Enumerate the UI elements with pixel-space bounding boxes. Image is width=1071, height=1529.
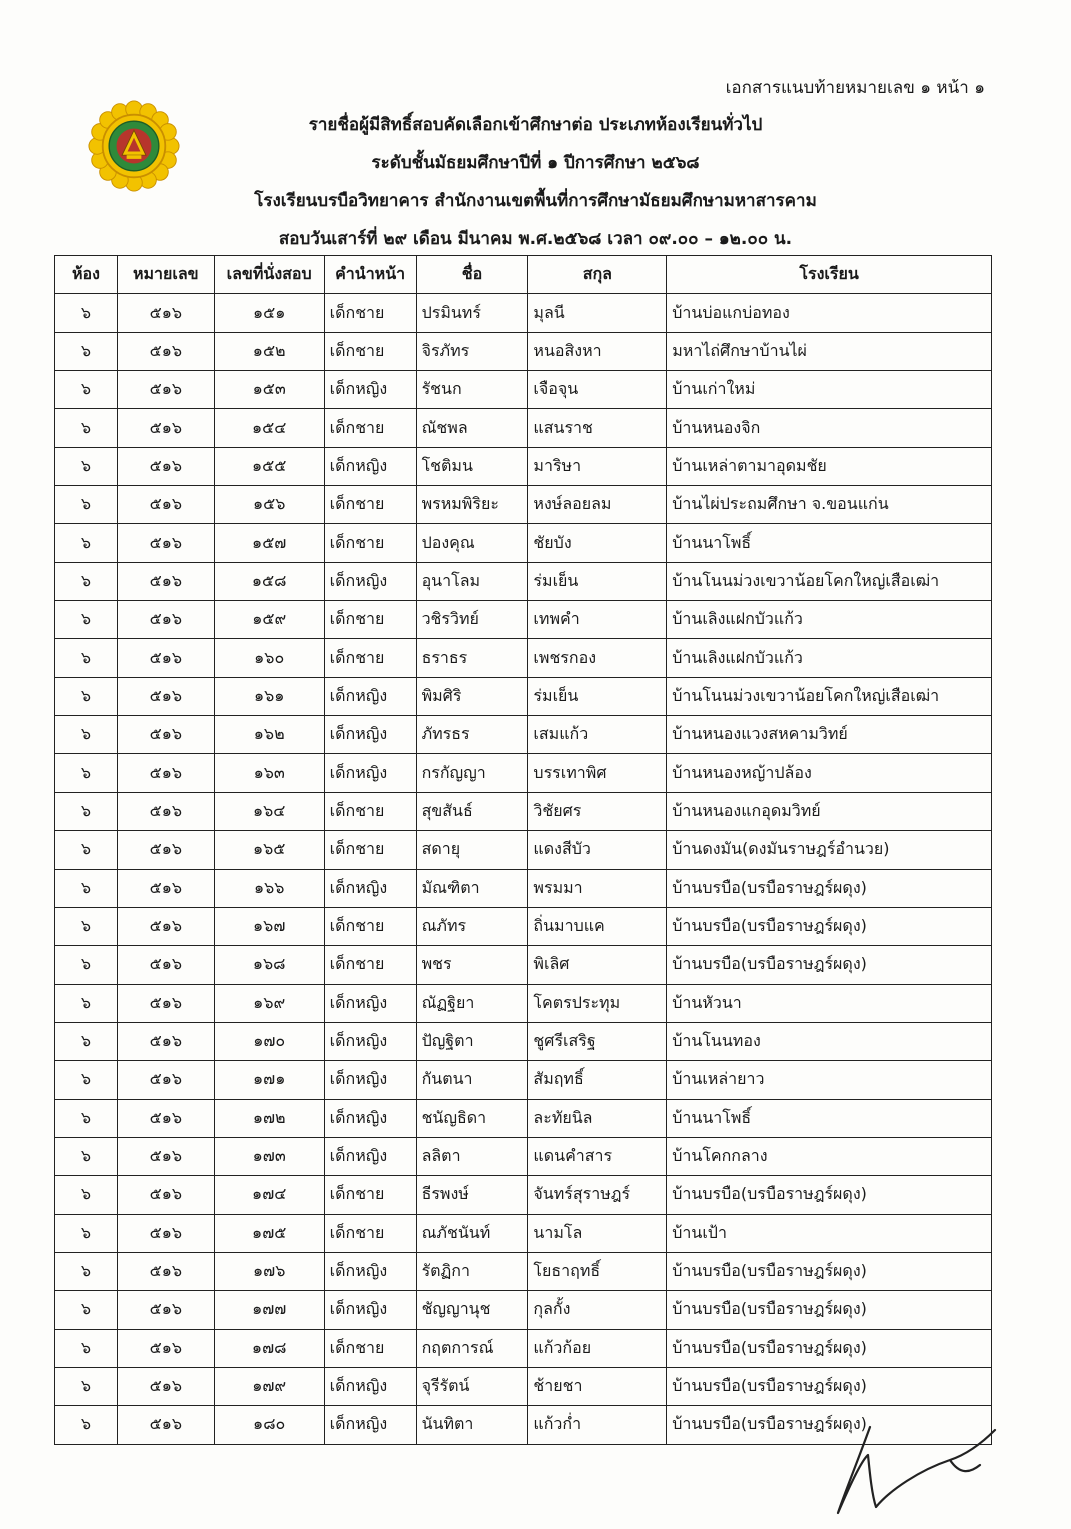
cell-school: บ้านเก่าใหม่ (667, 371, 992, 409)
cell-first-name: พชร (416, 946, 528, 984)
header-number: หมายเลข (117, 256, 214, 294)
table-row (55, 486, 992, 524)
cell-number: ๕๑๖ (117, 677, 214, 715)
cell-last-name: หงษ์ลอยลม (528, 486, 667, 524)
table-row (55, 1061, 992, 1099)
cell-room: ๖ (55, 371, 118, 409)
cell-prefix: เด็กชาย (324, 294, 416, 332)
table-row (55, 1329, 992, 1367)
cell-room: ๖ (55, 1329, 118, 1367)
cell-number: ๕๑๖ (117, 601, 214, 639)
cell-prefix: เด็กหญิง (324, 1061, 416, 1099)
cell-last-name: แดนคำสาร (528, 1137, 667, 1175)
cell-number: ๕๑๖ (117, 1252, 214, 1290)
cell-prefix: เด็กชาย (324, 1214, 416, 1252)
cell-prefix: เด็กหญิง (324, 1022, 416, 1060)
cell-school: บ้านบรบือ(บรบือราษฎร์ผดุง) (667, 946, 992, 984)
cell-first-name: ชัญญานุช (416, 1291, 528, 1329)
cell-last-name: แดงสีบัว (528, 831, 667, 869)
cell-room: ๖ (55, 792, 118, 830)
cell-room: ๖ (55, 677, 118, 715)
cell-number: ๕๑๖ (117, 792, 214, 830)
cell-last-name: สัมฤทธิ์ (528, 1061, 667, 1099)
heading-line-1: รายชื่อผู้มีสิทธิ์สอบคัดเลือกเข้าศึกษาต่อ ประเภทห้องเรียนทั่วไป (308, 115, 763, 135)
cell-first-name: โชติมน (416, 447, 528, 485)
cell-seat-number: ๑๗๙ (214, 1367, 324, 1405)
table-row (55, 1022, 992, 1060)
cell-last-name: มาริษา (528, 447, 667, 485)
cell-room: ๖ (55, 1406, 118, 1444)
table-row (55, 677, 992, 715)
cell-seat-number: ๑๖๗ (214, 907, 324, 945)
cell-first-name: ชนัญธิดา (416, 1099, 528, 1137)
cell-seat-number: ๑๖๘ (214, 946, 324, 984)
cell-seat-number: ๑๕๙ (214, 601, 324, 639)
cell-prefix: เด็กหญิง (324, 1252, 416, 1290)
cell-number: ๕๑๖ (117, 907, 214, 945)
cell-seat-number: ๑๗๗ (214, 1291, 324, 1329)
cell-first-name: ธีรพงษ์ (416, 1176, 528, 1214)
cell-room: ๖ (55, 1137, 118, 1175)
cell-number: ๕๑๖ (117, 409, 214, 447)
cell-school: บ้านบรบือ(บรบือราษฎร์ผดุง) (667, 907, 992, 945)
table-row (55, 984, 992, 1022)
cell-first-name: ธราธร (416, 639, 528, 677)
cell-first-name: รัชนก (416, 371, 528, 409)
cell-prefix: เด็กหญิง (324, 1137, 416, 1175)
cell-seat-number: ๑๕๔ (214, 409, 324, 447)
cell-room: ๖ (55, 524, 118, 562)
cell-prefix: เด็กหญิง (324, 447, 416, 485)
cell-number: ๕๑๖ (117, 946, 214, 984)
cell-first-name: ณภัชนันท์ (416, 1214, 528, 1252)
cell-last-name: ชัยบัง (528, 524, 667, 562)
cell-room: ๖ (55, 1214, 118, 1252)
table-row (55, 1214, 992, 1252)
cell-number: ๕๑๖ (117, 639, 214, 677)
cell-seat-number: ๑๕๓ (214, 371, 324, 409)
cell-prefix: เด็กชาย (324, 409, 416, 447)
cell-number: ๕๑๖ (117, 447, 214, 485)
cell-room: ๖ (55, 1022, 118, 1060)
cell-number: ๕๑๖ (117, 562, 214, 600)
cell-room: ๖ (55, 1061, 118, 1099)
cell-school: มหาไถ่ศึกษาบ้านไผ่ (667, 332, 992, 370)
cell-first-name: ปัญฐิตา (416, 1022, 528, 1060)
table-row (55, 831, 992, 869)
cell-school: บ้านหนองจิก (667, 409, 992, 447)
cell-room: ๖ (55, 447, 118, 485)
cell-school: บ้านโคกกลาง (667, 1137, 992, 1175)
heading-line-3: โรงเรียนบรบือวิทยาคาร สำนักงานเขตพื้นที่การศึกษามัธยมศึกษามหาสารคาม (254, 191, 817, 211)
cell-prefix: เด็กชาย (324, 831, 416, 869)
cell-room: ๖ (55, 907, 118, 945)
cell-prefix: เด็กหญิง (324, 754, 416, 792)
cell-last-name: พิเลิศ (528, 946, 667, 984)
cell-number: ๕๑๖ (117, 1367, 214, 1405)
cell-last-name: โยธาฤทธิ์ (528, 1252, 667, 1290)
cell-prefix: เด็กหญิง (324, 371, 416, 409)
table-row (55, 1099, 992, 1137)
cell-first-name: พิมศิริ (416, 677, 528, 715)
cell-seat-number: ๑๗๘ (214, 1329, 324, 1367)
cell-prefix: เด็กชาย (324, 1176, 416, 1214)
cell-school: บ้านบรบือ(บรบือราษฎร์ผดุง) (667, 1176, 992, 1214)
cell-room: ๖ (55, 409, 118, 447)
table-row (55, 332, 992, 370)
cell-last-name: แก้วก้อย (528, 1329, 667, 1367)
cell-prefix: เด็กชาย (324, 601, 416, 639)
cell-school: บ้านบรบือ(บรบือราษฎร์ผดุง) (667, 1406, 992, 1444)
cell-prefix: เด็กชาย (324, 332, 416, 370)
cell-school: บ้านโนนม่วงเขวาน้อยโคกใหญ่เสือเฒ่า (667, 677, 992, 715)
header-last-name: สกุล (528, 256, 667, 294)
cell-number: ๕๑๖ (117, 1214, 214, 1252)
cell-school: บ้านหนองแกอุดมวิทย์ (667, 792, 992, 830)
cell-room: ๖ (55, 562, 118, 600)
table-row (55, 371, 992, 409)
cell-seat-number: ๑๕๖ (214, 486, 324, 524)
cell-last-name: กุลกั้ง (528, 1291, 667, 1329)
cell-first-name: ลลิตา (416, 1137, 528, 1175)
cell-last-name: มุลนี (528, 294, 667, 332)
cell-number: ๕๑๖ (117, 754, 214, 792)
cell-school: บ้านเลิงแฝกบัวแก้ว (667, 639, 992, 677)
cell-school: บ้านดงมัน(ดงมันราษฎร์อำนวย) (667, 831, 992, 869)
cell-room: ๖ (55, 332, 118, 370)
cell-room: ๖ (55, 716, 118, 754)
header-school: โรงเรียน (667, 256, 992, 294)
header-room: ห้อง (55, 256, 118, 294)
cell-prefix: เด็กชาย (324, 946, 416, 984)
cell-first-name: ปรมินทร์ (416, 294, 528, 332)
cell-first-name: สุขสันธ์ (416, 792, 528, 830)
cell-seat-number: ๑๖๓ (214, 754, 324, 792)
cell-seat-number: ๑๖๐ (214, 639, 324, 677)
cell-prefix: เด็กหญิง (324, 984, 416, 1022)
cell-prefix: เด็กหญิง (324, 1099, 416, 1137)
cell-room: ๖ (55, 984, 118, 1022)
cell-seat-number: ๑๖๔ (214, 792, 324, 830)
cell-school: บ้านนาโพธิ์ (667, 524, 992, 562)
cell-room: ๖ (55, 946, 118, 984)
table-row (55, 524, 992, 562)
cell-seat-number: ๑๗๑ (214, 1061, 324, 1099)
cell-school: บ้านหนองแวงสหคามวิทย์ (667, 716, 992, 754)
heading-line-4: สอบวันเสาร์ที่ ๒๙ เดือน มีนาคม พ.ศ.๒๕๖๘ เวลา ๐๙.๐๐ – ๑๒.๐๐ น. (278, 229, 793, 249)
cell-seat-number: ๑๖๕ (214, 831, 324, 869)
cell-prefix: เด็กชาย (324, 524, 416, 562)
cell-school: บ้านหัวนา (667, 984, 992, 1022)
cell-school: บ้านบรบือ(บรบือราษฎร์ผดุง) (667, 1291, 992, 1329)
cell-last-name: ร่มเย็น (528, 562, 667, 600)
cell-school: บ้านไผ่ประถมศึกษา จ.ขอนแก่น (667, 486, 992, 524)
cell-number: ๕๑๖ (117, 332, 214, 370)
cell-prefix: เด็กหญิง (324, 1367, 416, 1405)
cell-last-name: แสนราช (528, 409, 667, 447)
cell-last-name: เสมแก้ว (528, 716, 667, 754)
cell-last-name: ช้ายชา (528, 1367, 667, 1405)
cell-room: ๖ (55, 1252, 118, 1290)
cell-prefix: เด็กหญิง (324, 1406, 416, 1444)
cell-prefix: เด็กชาย (324, 792, 416, 830)
cell-first-name: นันทิตา (416, 1406, 528, 1444)
cell-last-name: ถิ่นมาบแค (528, 907, 667, 945)
table-row (55, 601, 992, 639)
cell-first-name: วชิรวิทย์ (416, 601, 528, 639)
cell-room: ๖ (55, 1176, 118, 1214)
cell-seat-number: ๑๕๑ (214, 294, 324, 332)
cell-school: บ้านเหล่ายาว (667, 1061, 992, 1099)
cell-seat-number: ๑๗๓ (214, 1137, 324, 1175)
cell-last-name: เทพคำ (528, 601, 667, 639)
cell-seat-number: ๑๕๗ (214, 524, 324, 562)
table-row (55, 1252, 992, 1290)
cell-school: บ้านเหล่าตามาอุดมชัย (667, 447, 992, 485)
cell-number: ๕๑๖ (117, 1329, 214, 1367)
cell-prefix: เด็กชาย (324, 486, 416, 524)
table-row (55, 639, 992, 677)
cell-room: ๖ (55, 1367, 118, 1405)
cell-first-name: ณภัทร (416, 907, 528, 945)
cell-seat-number: ๑๗๖ (214, 1252, 324, 1290)
cell-number: ๕๑๖ (117, 984, 214, 1022)
cell-seat-number: ๑๖๑ (214, 677, 324, 715)
cell-school: บ้านหนองหญ้าปล้อง (667, 754, 992, 792)
table-row (55, 1137, 992, 1175)
cell-first-name: ณัฏฐิยา (416, 984, 528, 1022)
cell-room: ๖ (55, 831, 118, 869)
cell-school: บ้านบรบือ(บรบือราษฎร์ผดุง) (667, 869, 992, 907)
cell-number: ๕๑๖ (117, 1099, 214, 1137)
cell-number: ๕๑๖ (117, 869, 214, 907)
cell-first-name: สดายุ (416, 831, 528, 869)
cell-last-name: นามโล (528, 1214, 667, 1252)
cell-number: ๕๑๖ (117, 524, 214, 562)
cell-prefix: เด็กชาย (324, 1329, 416, 1367)
cell-number: ๕๑๖ (117, 1406, 214, 1444)
cell-room: ๖ (55, 1291, 118, 1329)
cell-seat-number: ๑๖๙ (214, 984, 324, 1022)
cell-last-name: ชูศรีเสริฐ (528, 1022, 667, 1060)
table-row (55, 869, 992, 907)
cell-number: ๕๑๖ (117, 831, 214, 869)
candidate-roster-table (54, 255, 992, 1445)
table-row (55, 409, 992, 447)
cell-room: ๖ (55, 486, 118, 524)
cell-number: ๕๑๖ (117, 1061, 214, 1099)
cell-last-name: เพชรกอง (528, 639, 667, 677)
cell-school: บ้านโนนม่วงเขวาน้อยโคกใหญ่เสือเฒ่า (667, 562, 992, 600)
cell-seat-number: ๑๖๒ (214, 716, 324, 754)
cell-school: บ้านบรบือ(บรบือราษฎร์ผดุง) (667, 1367, 992, 1405)
cell-seat-number: ๑๕๘ (214, 562, 324, 600)
cell-number: ๕๑๖ (117, 1022, 214, 1060)
cell-school: บ้านโนนทอง (667, 1022, 992, 1060)
cell-room: ๖ (55, 601, 118, 639)
cell-seat-number: ๑๖๖ (214, 869, 324, 907)
cell-prefix: เด็กหญิง (324, 716, 416, 754)
cell-seat-number: ๑๕๒ (214, 332, 324, 370)
cell-school: บ้านบ่อแกบ่อทอง (667, 294, 992, 332)
cell-first-name: กันตนา (416, 1061, 528, 1099)
cell-last-name: หนอสิงหา (528, 332, 667, 370)
cell-room: ๖ (55, 294, 118, 332)
cell-first-name: พรหมพิริยะ (416, 486, 528, 524)
cell-prefix: เด็กชาย (324, 907, 416, 945)
cell-room: ๖ (55, 639, 118, 677)
header-first-name: ชื่อ (416, 256, 528, 294)
cell-last-name: ละทัยนิล (528, 1099, 667, 1137)
cell-prefix: เด็กชาย (324, 639, 416, 677)
table-row (55, 754, 992, 792)
cell-school: บ้านบรบือ(บรบือราษฎร์ผดุง) (667, 1329, 992, 1367)
table-row (55, 1367, 992, 1405)
cell-number: ๕๑๖ (117, 1176, 214, 1214)
cell-number: ๕๑๖ (117, 1137, 214, 1175)
table-row (55, 1291, 992, 1329)
cell-seat-number: ๑๗๔ (214, 1176, 324, 1214)
cell-prefix: เด็กหญิง (324, 562, 416, 600)
table-row (55, 716, 992, 754)
table-row (55, 946, 992, 984)
cell-last-name: จันทร์สุราษฎร์ (528, 1176, 667, 1214)
cell-last-name: แก้วก่ำ (528, 1406, 667, 1444)
header-seat-number: เลขที่นั่งสอบ (214, 256, 324, 294)
cell-prefix: เด็กหญิง (324, 869, 416, 907)
cell-school: บ้านเลิงแฝกบัวแก้ว (667, 601, 992, 639)
cell-school: บ้านนาโพธิ์ (667, 1099, 992, 1137)
cell-school: บ้านเป้า (667, 1214, 992, 1252)
heading-line-2: ระดับชั้นมัธยมศึกษาปีที่ ๑ ปีการศึกษา ๒๕๖๘ (371, 153, 700, 173)
table-row (55, 294, 992, 332)
cell-first-name: ภัทรธร (416, 716, 528, 754)
cell-first-name: จุรีรัตน์ (416, 1367, 528, 1405)
cell-seat-number: ๑๘๐ (214, 1406, 324, 1444)
cell-room: ๖ (55, 1099, 118, 1137)
cell-seat-number: ๑๗๐ (214, 1022, 324, 1060)
cell-prefix: เด็กหญิง (324, 677, 416, 715)
cell-last-name: ร่มเย็น (528, 677, 667, 715)
document-reference: เอกสารแนบท้ายหมายเลข ๑ หน้า ๑ (725, 78, 985, 98)
table-row (55, 792, 992, 830)
document-headings (150, 106, 921, 258)
handwritten-signature (830, 1415, 1005, 1525)
cell-first-name: จิรภัทร (416, 332, 528, 370)
cell-seat-number: ๑๗๕ (214, 1214, 324, 1252)
cell-first-name: ณัชพล (416, 409, 528, 447)
cell-last-name: พรมมา (528, 869, 667, 907)
cell-number: ๕๑๖ (117, 371, 214, 409)
header-prefix: คำนำหน้า (324, 256, 416, 294)
cell-first-name: อุนาโลม (416, 562, 528, 600)
cell-number: ๕๑๖ (117, 486, 214, 524)
cell-room: ๖ (55, 869, 118, 907)
cell-last-name: เจือจุน (528, 371, 667, 409)
cell-first-name: มัณฑิตา (416, 869, 528, 907)
cell-number: ๕๑๖ (117, 716, 214, 754)
cell-number: ๕๑๖ (117, 1291, 214, 1329)
cell-room: ๖ (55, 754, 118, 792)
cell-prefix: เด็กหญิง (324, 1291, 416, 1329)
cell-seat-number: ๑๕๕ (214, 447, 324, 485)
table-header-row (55, 256, 992, 294)
table-row (55, 907, 992, 945)
cell-first-name: รัตฏิกา (416, 1252, 528, 1290)
table-row (55, 447, 992, 485)
table-row (55, 1176, 992, 1214)
table-row (55, 562, 992, 600)
cell-last-name: โคตรประทุม (528, 984, 667, 1022)
cell-first-name: ปองคุณ (416, 524, 528, 562)
cell-first-name: กรกัญญา (416, 754, 528, 792)
cell-last-name: วิชัยศร (528, 792, 667, 830)
cell-last-name: บรรเทาพิศ (528, 754, 667, 792)
cell-first-name: กฤตการณ์ (416, 1329, 528, 1367)
cell-number: ๕๑๖ (117, 294, 214, 332)
cell-school: บ้านบรบือ(บรบือราษฎร์ผดุง) (667, 1252, 992, 1290)
cell-seat-number: ๑๗๒ (214, 1099, 324, 1137)
